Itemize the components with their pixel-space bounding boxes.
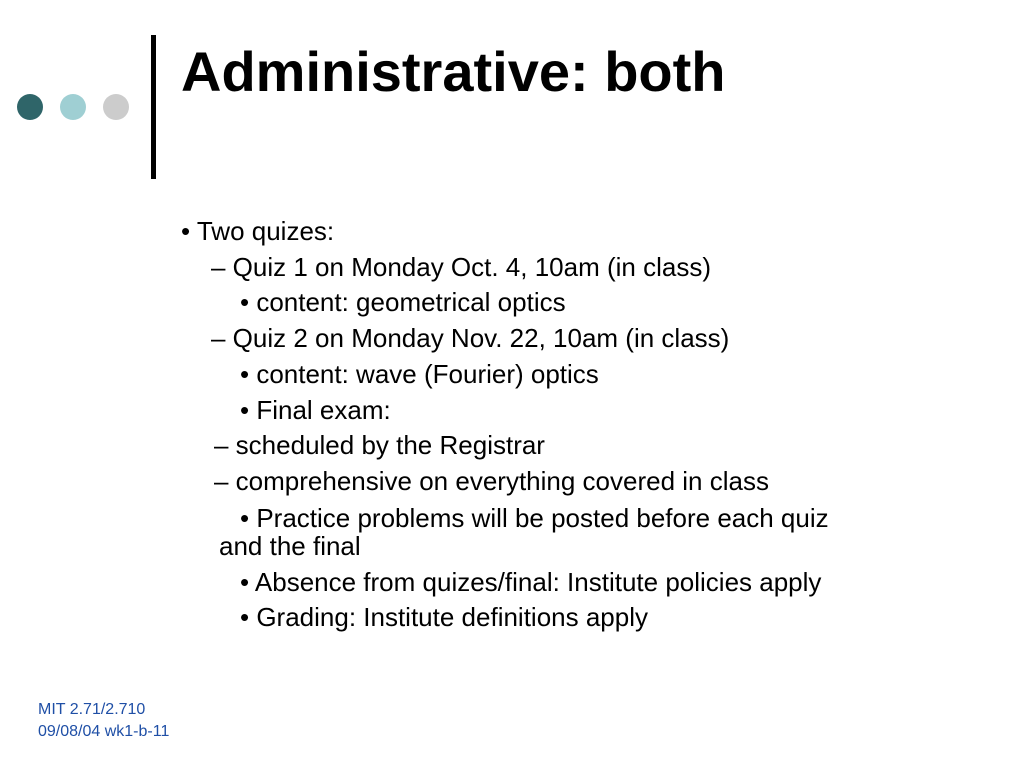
footer-course: MIT 2.71/2.710: [38, 701, 146, 718]
footer-date-ref: 09/08/04 wk1-b-11: [38, 723, 170, 740]
decorative-dot-light: [103, 94, 129, 120]
title-divider: [151, 35, 156, 179]
bullet-line: • Two quizes:: [181, 216, 335, 246]
bullet-line: • Grading: Institute definitions apply: [240, 602, 649, 632]
bullet-line: and the final: [219, 531, 361, 561]
bullet-line: – Quiz 2 on Monday Nov. 22, 10am (in class): [211, 323, 730, 353]
bullet-line: • Absence from quizes/final: Institute policies apply: [240, 567, 822, 597]
bullet-line: – scheduled by the Registrar: [214, 430, 545, 460]
decorative-dot-dark: [17, 94, 43, 120]
bullet-line: – Quiz 1 on Monday Oct. 4, 10am (in class): [211, 252, 711, 282]
bullet-line: – comprehensive on everything covered in class: [214, 466, 769, 496]
slide-title: Administrative: both: [181, 40, 726, 103]
bullet-line: • content: geometrical optics: [240, 287, 566, 317]
bullet-line: • Practice problems will be posted before each quiz: [240, 503, 829, 533]
bullet-line: • Final exam:: [240, 395, 391, 425]
decorative-dot-mid: [60, 94, 86, 120]
bullet-line: • content: wave (Fourier) optics: [240, 359, 599, 389]
